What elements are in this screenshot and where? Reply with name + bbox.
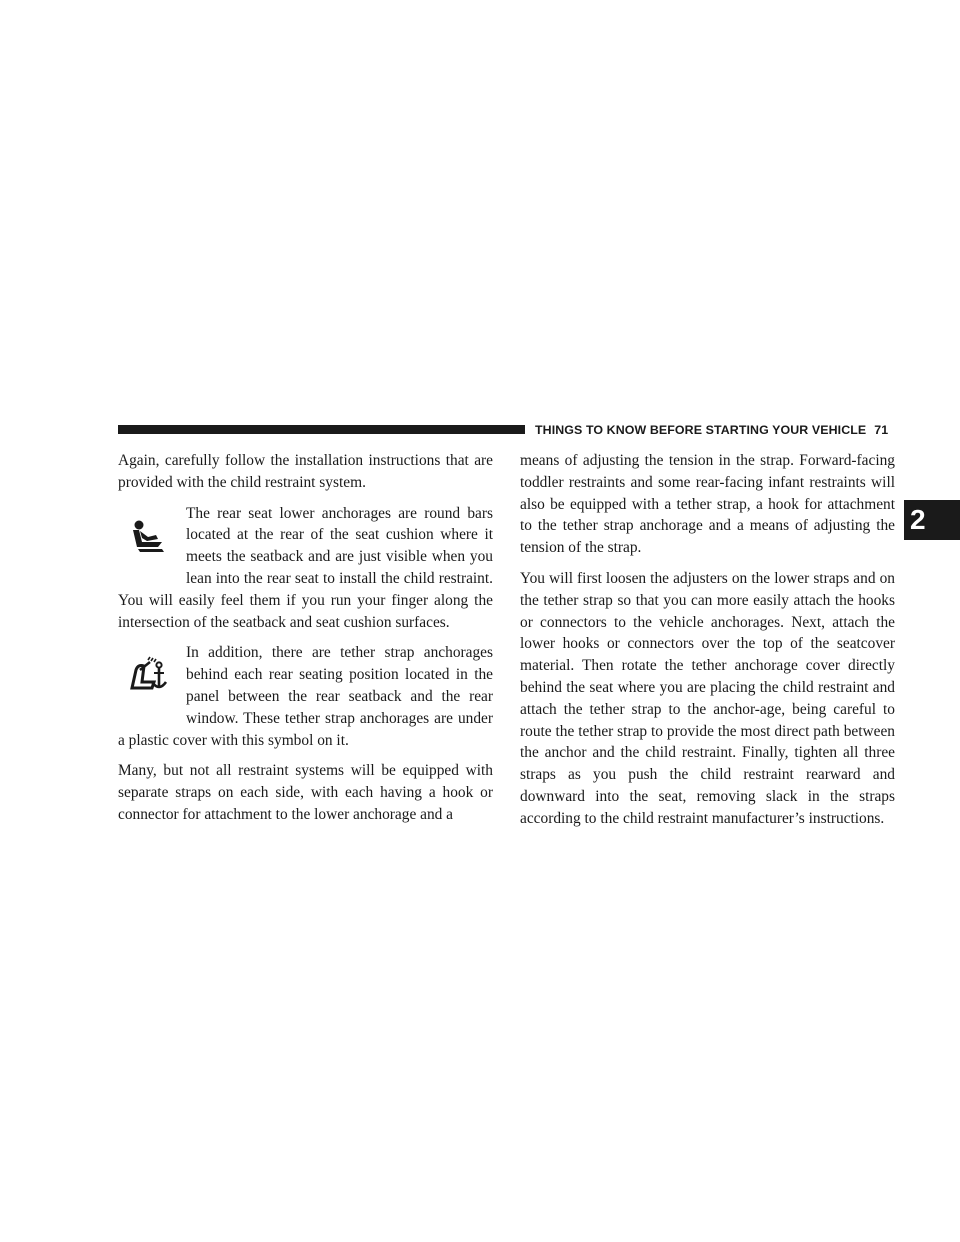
section-tab: 2 bbox=[904, 500, 960, 540]
lower-anchorages-text: The rear seat lower anchorages are round bars located at the rear of the seat cushion where it meets the seatback and are just visible when you lean into the rear seat to install the child restraint. You will easily feel them if you run your finger along the intersection of the seatback and seat cushion surfaces. bbox=[118, 504, 493, 631]
tether-anchorages-text: In addition, there are tether strap anchorages behind each rear seating position located in the panel between the rear seatback and the rear window. These tether strap anchorages are under a plastic cover with this symbol on it. bbox=[118, 644, 493, 749]
right-column bbox=[520, 450, 895, 839]
paragraph-tether-anchorages bbox=[118, 642, 493, 751]
left-column bbox=[118, 450, 493, 835]
header-rule bbox=[118, 425, 525, 434]
paragraph-intro: Again, carefully follow the installation instructions that are provided with the child restraint system. bbox=[118, 452, 493, 491]
paragraph-restraint-straps: Many, but not all restraint systems will be equipped with separate straps on each side, with each having a hook or connector for attachment to the lower anchorage and a bbox=[118, 762, 493, 823]
paragraph-installation-steps: You will first loosen the adjusters on the lower straps and on the tether strap so that you can more easily attach the hooks or connectors to the vehicle anchorages. Next, attach the lower hooks or connectors over the top of the seatcover material. Then rotate the tether anchorage cover directly behind the seat where you are placing the child restraint and attach the tether strap to the anchor-age, being careful to route the tether strap to provide the most direct path between the anchor and the child restraint. Finally, tighten all three straps as you push the child restraint rearward and downward into the seat, removing slack in the straps according to the child restraint manufacturer’s instructions. bbox=[520, 569, 895, 827]
child-seat-tether-anchor-icon bbox=[118, 642, 178, 710]
paragraph-lower-anchorages bbox=[118, 503, 493, 634]
page-number: 71 bbox=[874, 423, 889, 437]
child-seat-lower-anchor-icon bbox=[118, 503, 178, 571]
paragraph-strap-tension: means of adjusting the tension in the strap. Forward-facing toddler restraints and some rear-facing infant restraints will also be equipped with a tether strap, a hook for attachment to the tether strap anchorage and a means of adjusting the tension of the strap. bbox=[520, 452, 895, 557]
running-header bbox=[535, 422, 895, 438]
header-title: THINGS TO KNOW BEFORE STARTING YOUR VEHICLE bbox=[535, 423, 867, 437]
